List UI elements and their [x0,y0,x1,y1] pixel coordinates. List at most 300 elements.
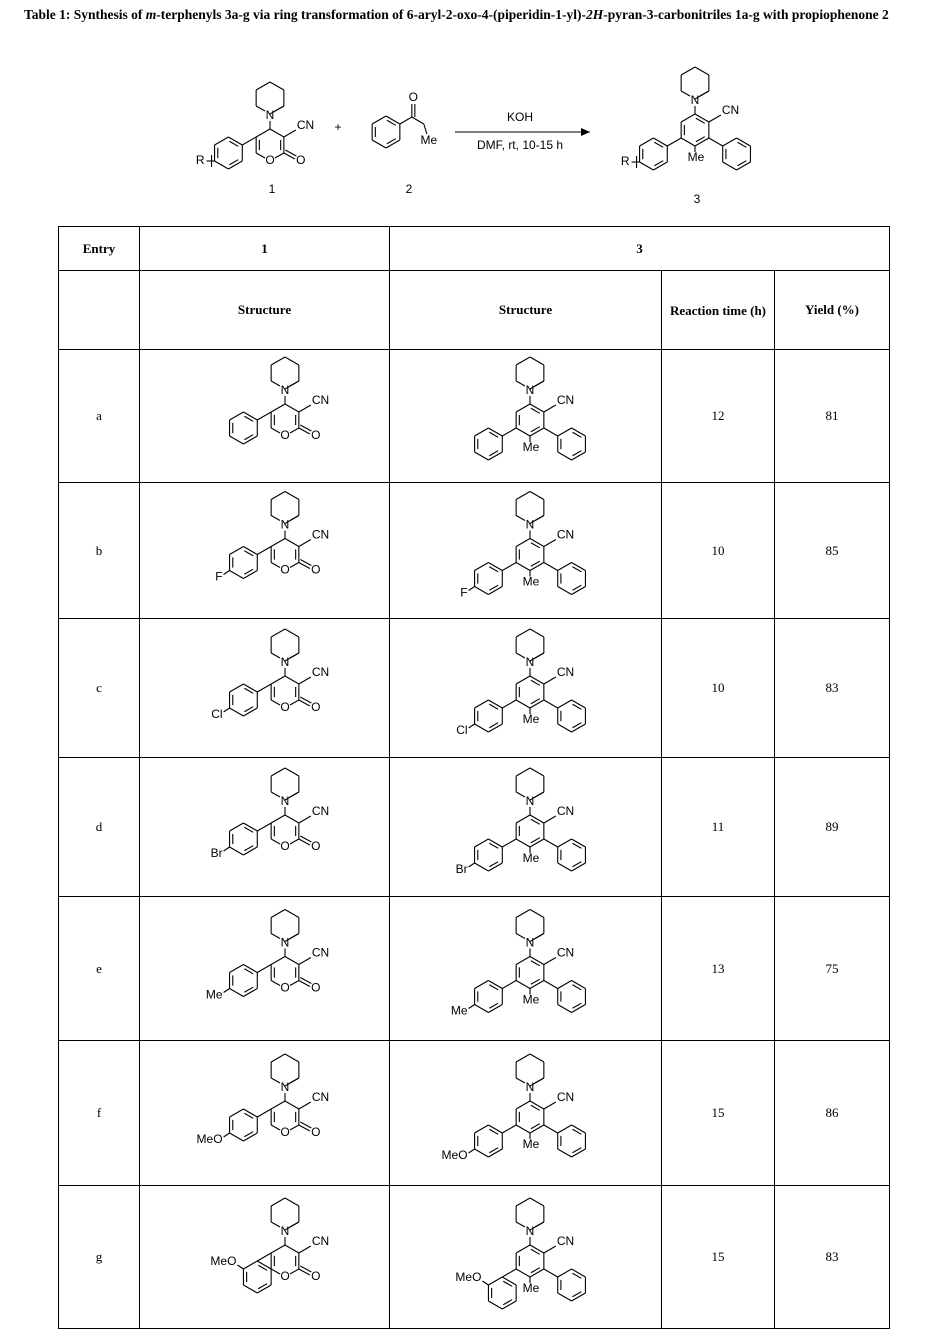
bond-line [230,1109,244,1117]
bond-line [285,910,299,918]
table-row [59,1041,890,1186]
table-header-row [59,227,890,271]
bond-line [558,452,572,460]
bond-line [516,653,525,658]
bond-line [475,1149,489,1157]
bond-line [290,1125,299,1130]
bond-line [299,405,311,412]
bond-line [530,815,544,823]
bond-line [230,1133,244,1141]
substituent-label: Cl [211,707,223,722]
bond-line [475,452,489,460]
bond-line [530,676,544,684]
bond-line [386,140,400,148]
entry-cell: e [59,897,140,1041]
reaction-time-cell: 10 [662,619,775,758]
bond-line [271,1269,280,1274]
terphenyl-structure [390,483,661,614]
header-compound-1: 1 [140,227,390,271]
nitrile-label: CN [556,665,575,680]
pyranone-structure [140,1186,389,1324]
bond-line [290,563,299,568]
bond-line [257,684,271,692]
bond-line [535,381,544,386]
substituent-label: MeO [210,1254,237,1269]
bond-line [488,863,502,871]
bond-line [290,381,299,386]
bond-line [271,428,280,433]
bond-line [667,138,681,146]
bond-line [284,130,296,137]
bond-line [271,1245,285,1253]
bond-line [285,1054,299,1062]
bond-line [475,981,489,989]
bond-line [271,676,285,684]
bond-line [530,492,544,500]
nitrile-label: CN [556,1090,575,1105]
structure-1-cell [140,758,390,897]
caption-m: m [145,7,157,22]
bond-line [516,957,530,965]
bond-line [271,1222,280,1227]
bond-line [270,129,284,137]
reaction-scheme [150,52,790,212]
bond-line [544,428,558,436]
bond-line [572,981,586,989]
bond-line [242,137,256,145]
bond-line [271,815,285,823]
bond-line [535,1222,544,1227]
bond-line [516,516,525,521]
bond-line [516,792,525,797]
bond-line [572,1293,586,1301]
bond-line [285,957,299,965]
bond-line [516,1198,530,1206]
bond-line [475,1125,489,1133]
bond-line [572,700,586,708]
bond-line [530,428,544,436]
bond-line [299,677,311,684]
bond-line [723,162,737,170]
bond-line [737,138,751,146]
bond-line [257,965,271,973]
nitrogen-label: N [280,1080,290,1095]
substituent-label: Br [455,862,468,877]
reaction-time-cell: 12 [662,350,775,483]
yield-cell: 89 [775,758,890,897]
bond-line [271,1198,285,1206]
bond-line [290,792,299,797]
nitrile-label: CN [311,665,330,680]
entry-cell: a [59,350,140,483]
methyl-label: Me [522,440,540,455]
compound-3-label: 3 [693,192,701,207]
bond-line [681,91,690,96]
bond-line [275,153,284,158]
carbonyl-oxygen-label: O [311,980,321,995]
results-table [58,226,890,1329]
nitrogen-label: N [525,794,535,809]
bond-line [228,161,242,169]
bond-line [285,815,299,823]
bond-line [695,138,709,146]
bond-line [488,1149,502,1157]
bond-line [709,138,723,146]
bond-line [530,1245,544,1253]
bond-line [488,1301,502,1309]
reagent-top: KOH [506,110,534,125]
bond-line [285,357,299,365]
bond-line [230,823,244,831]
bond-line [243,436,257,444]
bond-line [516,676,530,684]
bond-line [488,724,502,732]
bond-line [544,700,558,708]
structure-3-cell [390,1041,662,1186]
bond-line [412,117,424,124]
bond-line [530,1101,544,1109]
bond-line [516,768,530,776]
structure-3-cell [390,1186,662,1329]
structure-1-cell [140,350,390,483]
bond-line [558,839,572,847]
table-row [59,758,890,897]
compound-1-label: 1 [268,182,276,197]
ring-oxygen-label: O [280,839,290,854]
methyl-label: Me [522,712,540,727]
scheme-compound-3 [621,67,751,170]
nitrogen-label: N [280,383,290,398]
entry-cell: f [59,1041,140,1186]
bond-line [243,1109,257,1117]
bond-line [475,563,489,571]
bond-line [271,934,280,939]
bond-line [299,816,311,823]
bond-line [299,958,311,965]
bond-line [475,700,489,708]
bond-line [516,539,530,547]
yield-cell: 75 [775,897,890,1041]
structure-1-cell [140,619,390,758]
bond-line [257,1285,271,1293]
entry-cell: b [59,483,140,619]
ring-oxygen-label: O [280,1125,290,1140]
bond-line [290,1078,299,1083]
reaction-time-cell: 13 [662,897,775,1041]
caption-2h: 2H [586,7,604,22]
nitrile-label: CN [311,1090,330,1105]
reaction-time-cell: 11 [662,758,775,897]
substituent-label: Br [210,846,223,861]
bond-line [558,863,572,871]
bond-line [256,106,265,111]
nitrogen-label: N [280,935,290,950]
bond-line [502,1301,516,1309]
bond-line [530,563,544,571]
bond-line [516,934,525,939]
bond-line [530,700,544,708]
bond-line [475,863,489,871]
bond-line [290,839,299,844]
bond-line [230,965,244,973]
header-compound-3: 3 [390,227,890,271]
bond-line [271,563,280,568]
bond-line [271,516,280,521]
bond-line [271,357,285,365]
bond-line [290,653,299,658]
bond-line [257,1261,271,1269]
ring-oxygen-label: O [280,700,290,715]
reagent-bottom: DMF, rt, 10-15 h [476,138,564,153]
bond-line [544,563,558,571]
bond-line [516,404,530,412]
pyranone-structure [140,350,389,478]
bond-line [681,114,695,122]
table-row [59,619,890,758]
bond-line [544,816,556,823]
nitrile-label: CN [556,527,575,542]
bond-line [290,700,299,705]
caption-mid: -terphenyls 3a-g via ring transformation of 6-aryl-2-oxo-4-(piperidin-1-yl)- [156,7,586,22]
bond-line [299,540,311,547]
bond-line [558,587,572,595]
bond-line [230,412,244,420]
bond-line [224,1133,230,1137]
bond-line [488,587,502,595]
nitrogen-label: N [280,1224,290,1239]
bond-line [475,724,489,732]
bond-line [502,700,516,708]
bond-line [544,1269,558,1277]
bond-line [271,404,285,412]
bond-line [237,1265,243,1269]
bond-line [271,492,285,500]
pyranone-structure [140,897,389,1036]
bond-line [257,1109,271,1117]
bond-line [290,428,299,433]
bond-line [257,412,271,420]
bond-line [488,839,502,847]
bond-line [256,129,270,137]
bond-line [558,1293,572,1301]
bond-line [224,847,230,851]
bond-line [530,1198,544,1206]
bond-line [558,1269,572,1277]
bond-line [271,1054,285,1062]
bond-line [469,1005,475,1009]
bond-line [530,910,544,918]
terphenyl-structure [390,619,661,753]
bond-line [285,768,299,776]
terphenyl-structure [390,1186,661,1324]
bond-line [502,981,516,989]
bond-line [530,357,544,365]
bond-line [502,1277,516,1285]
nitrogen-label: N [525,517,535,532]
bond-line [400,117,412,124]
table-subheader-row [59,271,890,350]
pyranone-structure [140,758,389,892]
methyl-label: Me [687,150,705,165]
pyranone-structure [140,619,389,753]
bond-line [516,1245,530,1253]
bond-line [243,989,257,997]
bond-line [271,629,285,637]
bond-line [516,1269,530,1277]
carbonyl-oxygen-label: O [296,153,306,168]
bond-line [257,823,271,831]
bond-line [469,587,475,591]
bond-line [558,563,572,571]
bond-line [243,847,257,855]
bond-line [535,516,544,521]
bond-line [475,1005,489,1013]
bond-line [488,1125,502,1133]
bond-line [290,1269,299,1274]
bond-line [516,815,530,823]
bond-line [285,676,299,684]
table-caption [24,6,904,23]
bond-line [535,934,544,939]
bond-line [516,839,530,847]
ketone-oxygen-label: O [408,90,419,105]
structure-3-cell [390,619,662,758]
bond-line [653,138,667,146]
carbonyl-oxygen-label: O [311,1269,321,1284]
bond-line [290,934,299,939]
bond-line [372,116,386,124]
bond-line [285,1101,299,1109]
bond-line [516,700,530,708]
bond-line [502,1125,516,1133]
terphenyl-structure [390,758,661,892]
nitrile-label: CN [556,804,575,819]
nitrogen-label: N [280,517,290,532]
bond-line [723,138,737,146]
bond-line [243,1261,257,1269]
nitrogen-label: N [265,108,275,123]
bond-line [544,1125,558,1133]
carbonyl-oxygen-label: O [311,700,321,715]
bond-line [695,114,709,122]
bond-line [544,958,556,965]
bond-line [544,981,558,989]
bond-line [572,428,586,436]
bond-line [544,1246,556,1253]
bond-line [572,724,586,732]
methyl-label: Me [522,992,540,1007]
bond-line [709,115,721,122]
bond-line [544,677,556,684]
bond-line [271,957,285,965]
bond-line [488,452,502,460]
bond-line [544,405,556,412]
bond-line [215,161,229,169]
nitrile-label: CN [556,945,575,960]
bond-line [469,724,475,728]
bond-line [516,563,530,571]
structure-3-cell [390,758,662,897]
yield-cell: 85 [775,483,890,619]
methyl-label: Me [522,574,540,589]
bond-line [530,981,544,989]
methyl-label: Me [522,1137,540,1152]
nitrogen-label: N [280,794,290,809]
bond-line [256,153,265,158]
bond-line [299,1246,311,1253]
reaction-arrow-head [581,128,590,136]
subheader-time: Reaction time (h) [662,271,775,350]
nitrile-label: CN [311,945,330,960]
bond-line [530,1269,544,1277]
nitrogen-label: N [280,655,290,670]
nitrogen-label: N [525,1080,535,1095]
substituent-label: Me [205,987,223,1002]
structure-1-cell [140,1041,390,1186]
bond-line [243,1285,257,1293]
substituent-label: MeO [196,1132,223,1147]
bond-line [535,653,544,658]
terphenyl-structure [390,897,661,1036]
bond-line [502,563,516,571]
bond-line [228,137,242,145]
bond-line [230,436,244,444]
bond-line [256,82,270,90]
yield-cell: 81 [775,350,890,483]
bond-line [572,863,586,871]
bond-line [516,629,530,637]
table-row [59,483,890,619]
nitrogen-label: N [525,1224,535,1239]
bond-line [271,1125,280,1130]
bond-line [544,1102,556,1109]
nitrile-label: CN [311,1234,330,1249]
nitrile-label: CN [721,103,740,118]
bond-line [482,1281,488,1285]
bond-line [516,428,530,436]
terphenyl-structure [390,350,661,478]
ring-oxygen-label: O [280,428,290,443]
entry-cell: g [59,1186,140,1329]
nitrogen-label: N [525,655,535,670]
nitrile-label: CN [296,118,315,133]
bond-line [572,587,586,595]
bond-line [535,1078,544,1083]
structure-1-cell [140,483,390,619]
bond-line [215,137,229,145]
methyl-label: Me [420,133,438,148]
bond-line [516,1054,530,1062]
nitrile-label: CN [311,393,330,408]
bond-line [516,1101,530,1109]
header-entry: Entry [59,227,140,271]
bond-line [271,981,280,986]
bond-line [475,839,489,847]
structure-1-cell [140,1186,390,1329]
bond-line [640,138,654,146]
bond-line [243,571,257,579]
scheme-compound-1 [196,82,314,169]
bond-line [243,412,257,420]
nitrile-label: CN [311,527,330,542]
ring-oxygen-label: O [280,562,290,577]
caption-suffix: -pyran-3-carbonitriles 1a-g with propiophenone 2 [603,7,889,22]
nitrogen-label: N [525,383,535,398]
bond-line [285,404,299,412]
substituent-label: MeO [455,1270,482,1285]
bond-line [230,847,244,855]
substituent-label: Cl [456,723,468,738]
